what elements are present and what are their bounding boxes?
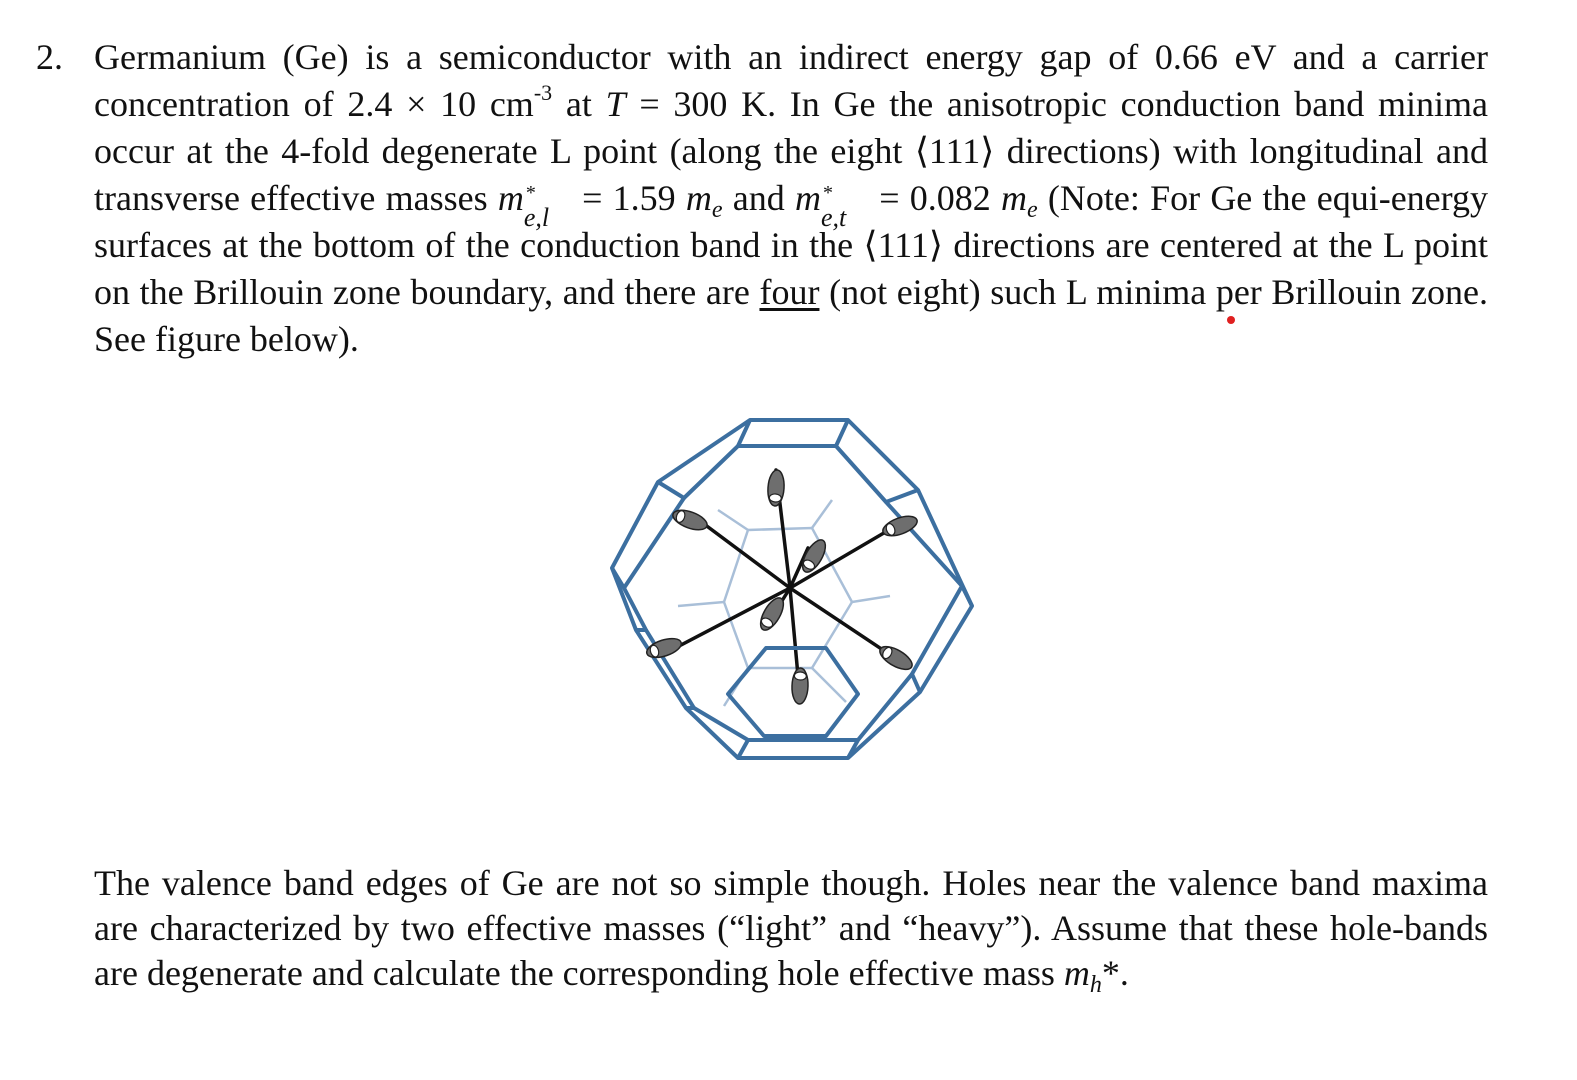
front-edge-5 [612, 498, 684, 588]
front-edge-11 [694, 708, 748, 758]
longitudinal-mass-value: = 1.59 [571, 178, 686, 218]
transverse-mass-indices [820, 182, 869, 232]
spellcheck-marked-word: per [1215, 272, 1262, 312]
p2-text-a: The valence band edges of Ge are not so simple though. Holes near the valence band maxima are characterized by two effective masses (“light” and “heavy”). Assume that these hole-bands are degenerate and calculate the corresponding hole effective mass [94, 863, 1488, 993]
p1-text-b: at [552, 84, 606, 124]
transverse-mass-subscript: e,t [820, 203, 847, 232]
exponent: -3 [533, 80, 553, 105]
brillouin-zone-figure [600, 410, 980, 770]
front-edge-2 [738, 420, 848, 446]
electron-mass-subscript-2: e [1026, 197, 1038, 223]
p1-text-a: Germanium (Ge) is a semiconductor with an indirect energy gap of 0.66 eV and a carrier concentration of 2.4 × 10 cm [94, 37, 1488, 124]
front-edge-9 [848, 674, 912, 758]
l-valley-ellipsoid-6 [876, 642, 915, 674]
front-edge-8 [912, 586, 962, 692]
transverse-mass-star: * [822, 182, 833, 204]
l-valley-ellipsoid-8 [756, 594, 788, 633]
p1-text-c: = 300 K. In Ge the anisotropic conduction band minima occur at the 4-fold degenerate L point (along the eight ⟨111⟩ directions) with longitudinal and transverse effective masses [94, 84, 1488, 218]
p1-text-f: Brillouin zone. See figure below). [94, 272, 1488, 359]
back-edge-4 [852, 596, 890, 602]
problem-number: 2. [36, 37, 63, 77]
longitudinal-mass-star: * [525, 182, 536, 204]
l-direction-axes [660, 470, 906, 698]
problem-paragraph-2 [94, 861, 1488, 996]
longitudinal-mass-subscript: e,l [523, 203, 550, 232]
temperature-symbol: T [605, 84, 626, 124]
back-edge-2 [718, 510, 748, 530]
transverse-mass-symbol: m [794, 178, 821, 218]
l-valley-ellipsoid-cap-1 [769, 494, 782, 503]
hole-mass-subscript: h [1089, 972, 1102, 998]
p1-text-d: (Note: For Ge the equi-energy surfaces at the bottom of the conduction band in the ⟨111⟩ directions are centered at the L point on the Brillouin zone boundary, and there are [94, 178, 1488, 312]
back-edge-7 [678, 602, 724, 606]
electron-mass-symbol-2: m [1000, 178, 1027, 218]
electron-mass-symbol-1: m [685, 178, 712, 218]
and-word: and [722, 178, 795, 218]
problem-paragraph-1 [94, 34, 1488, 363]
electron-mass-subscript-1: e [711, 197, 723, 223]
p1-text-e: (not eight) such L minima [819, 272, 1216, 312]
back-edge-5 [812, 668, 846, 702]
underlined-four: four [759, 272, 820, 312]
back-edge-3 [812, 500, 832, 528]
longitudinal-mass-indices [523, 182, 572, 232]
l-valley-ellipsoid-cap-7 [794, 672, 806, 680]
hole-mass-symbol: m [1063, 953, 1090, 993]
longitudinal-mass-symbol: m [497, 178, 524, 218]
front-edge-3 [836, 446, 918, 502]
transverse-mass-value: = 0.082 [868, 178, 1001, 218]
hole-mass-tail: *. [1101, 953, 1129, 993]
